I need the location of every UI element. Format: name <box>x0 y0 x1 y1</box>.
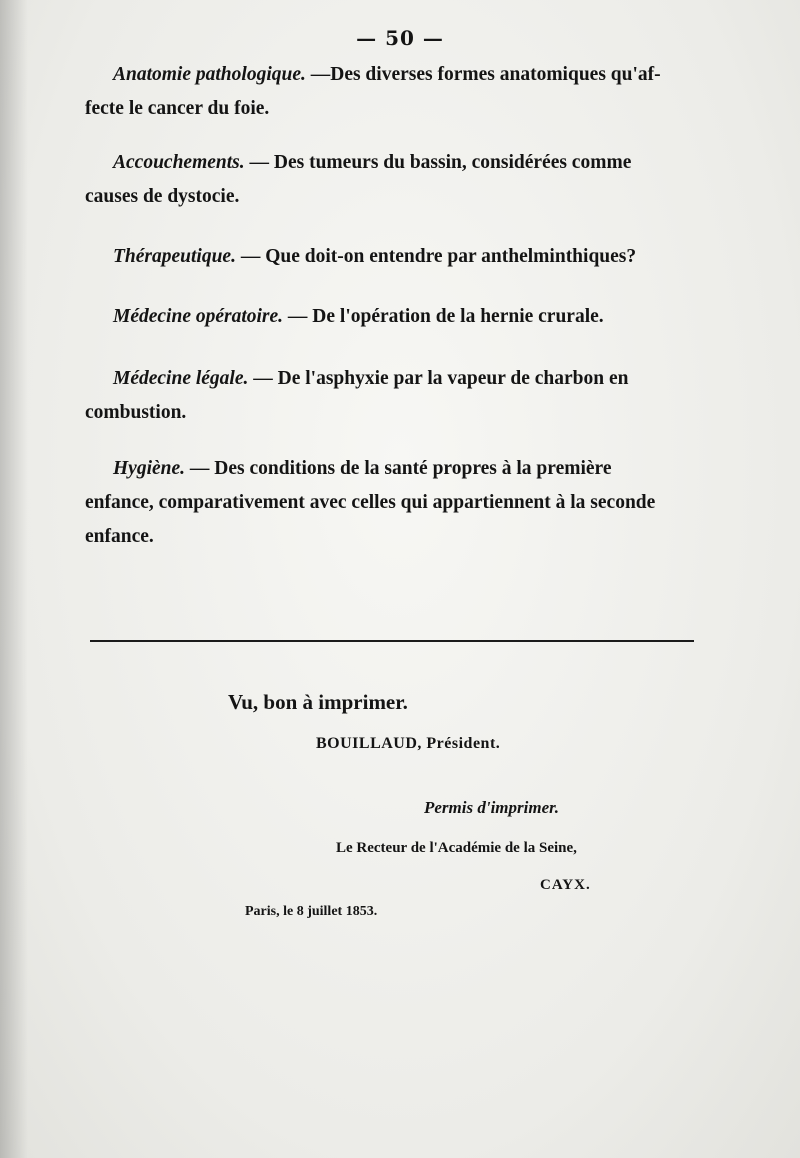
question-continuation: causes de dystocie. <box>85 186 240 207</box>
question-subject: Accouchements. <box>113 152 245 173</box>
question-continuation: enfance. <box>85 526 154 547</box>
question-anatomie <box>85 58 701 126</box>
approval-vu: Vu, bon à imprimer. <box>228 690 408 714</box>
question-continuation: combustion. <box>85 402 187 423</box>
question-accouchements <box>85 146 701 214</box>
question-text: — De l'opération de la hernie crurale. <box>283 306 604 327</box>
approval-recteur: Le Recteur de l'Académie de la Seine, <box>336 840 577 856</box>
question-subject: Anatomie pathologique. <box>113 64 306 85</box>
question-medecine-operatoire <box>113 300 701 334</box>
question-subject: Médecine légale. <box>113 368 249 389</box>
horizontal-rule <box>90 640 694 642</box>
question-subject: Thérapeutique. <box>113 246 236 267</box>
question-subject: Médecine opératoire. <box>113 306 284 327</box>
question-therapeutique <box>113 240 701 274</box>
approval-date: Paris, le 8 juillet 1853. <box>245 904 378 919</box>
question-text: —Des diverses formes anatomiques qu'af- <box>305 64 661 85</box>
question-text: — De l'asphyxie par la vapeur de charbon en <box>248 368 629 389</box>
question-continuation: enfance, comparativement avec celles qui appartiennent à la seconde <box>85 492 656 513</box>
page-edge-shadow <box>0 0 28 1158</box>
question-hygiene <box>85 452 701 554</box>
approval-permis: Permis d'imprimer. <box>424 798 560 817</box>
question-medecine-legale <box>85 362 701 430</box>
question-text: — Des tumeurs du bassin, considérées comme <box>244 152 632 173</box>
question-subject: Hygiène. <box>113 458 186 479</box>
question-continuation: fecte le cancer du foie. <box>85 98 270 119</box>
question-text: — Des conditions de la santé propres à la première <box>185 458 612 479</box>
approval-president: BOUILLAUD, Président. <box>316 735 501 752</box>
approval-signature: CAYX. <box>540 877 591 893</box>
question-text: — Que doit-on entendre par anthelminthiques? <box>235 246 637 267</box>
page-number: — 50 — <box>356 26 444 50</box>
